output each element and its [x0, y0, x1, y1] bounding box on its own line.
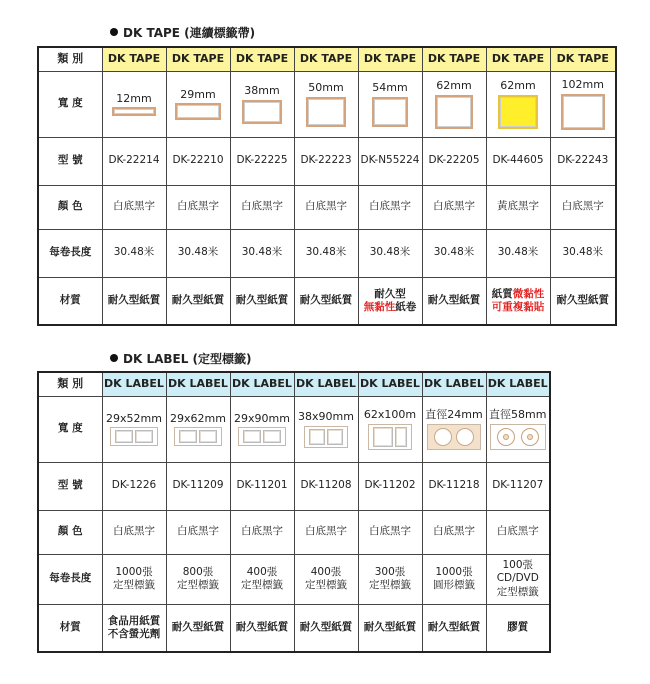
label-category-cell: DK LABEL — [102, 372, 166, 396]
label-row-category — [38, 372, 550, 396]
tape-color-cell: 白底黑字 — [102, 185, 166, 229]
length-line: 定型標籤 — [113, 579, 155, 591]
length-line: 300張 — [374, 565, 406, 578]
label-material-cell: 膠質 — [486, 604, 550, 652]
label-width-value: 62x100m — [363, 408, 417, 422]
label-category-cell: DK LABEL — [230, 372, 294, 396]
label-color-cell: 白底黑字 — [294, 510, 358, 554]
tape-length-cell: 30.48米 — [102, 229, 166, 277]
label-model-cell: DK-11218 — [422, 462, 486, 510]
tape-color-cell: 白底黑字 — [294, 185, 358, 229]
label-spec-table — [37, 371, 551, 653]
row-header-category: 類 別 — [38, 372, 102, 396]
length-line: 1000張 — [115, 565, 153, 578]
row-header-material: 材質 — [38, 604, 102, 652]
tape-model-cell: DK-22214 — [102, 137, 166, 185]
tape-material-cell — [486, 277, 550, 325]
tape-roll-icon — [561, 94, 605, 130]
label-roll-icon — [110, 427, 158, 446]
tape-width-cell — [486, 71, 550, 137]
label-width-cell — [230, 396, 294, 462]
tape-length-cell: 30.48米 — [166, 229, 230, 277]
label-width-value: 直徑58mm — [489, 408, 547, 422]
label-length-cell — [422, 554, 486, 604]
label-row-width — [38, 396, 550, 462]
tape-color-cell: 白底黑字 — [230, 185, 294, 229]
tape-category-cell: DK TAPE — [550, 47, 616, 71]
tape-width-value: 102mm — [561, 78, 604, 92]
tape-spec-table — [37, 46, 617, 326]
length-line: 400張 — [310, 565, 342, 578]
yellow-tape-roll-icon — [498, 95, 538, 129]
label-color-cell: 白底黑字 — [422, 510, 486, 554]
label-model-cell: DK-11208 — [294, 462, 358, 510]
label-material-cell — [102, 604, 166, 652]
label-category-cell: DK LABEL — [166, 372, 230, 396]
material-line — [487, 288, 550, 301]
label-category-cell: DK LABEL — [294, 372, 358, 396]
label-color-cell: 白底黑字 — [102, 510, 166, 554]
length-line: 定型標籤 — [369, 579, 411, 591]
tape-width-value: 38mm — [244, 84, 280, 98]
label-model-cell: DK-11202 — [358, 462, 422, 510]
tape-row-length — [38, 229, 616, 277]
label-material-cell: 耐久型紙質 — [422, 604, 486, 652]
material-highlight-line: 可重複黏貼 — [491, 300, 545, 313]
cd-label-icon — [490, 424, 546, 450]
label-length-cell — [230, 554, 294, 604]
label-category-cell: DK LABEL — [486, 372, 550, 396]
label-category-cell: DK LABEL — [358, 372, 422, 396]
tape-row-category — [38, 47, 616, 71]
material-line: 食品用紙質 — [107, 614, 161, 627]
tape-category-cell: DK TAPE — [102, 47, 166, 71]
tape-length-cell: 30.48米 — [230, 229, 294, 277]
label-roll-icon — [174, 427, 222, 446]
tape-model-cell: DK-22223 — [294, 137, 358, 185]
tape-roll-icon — [175, 103, 221, 120]
row-header-color: 顏 色 — [38, 185, 102, 229]
tape-color-cell: 白底黑字 — [550, 185, 616, 229]
tape-category-cell: DK TAPE — [358, 47, 422, 71]
label-color-cell: 白底黑字 — [166, 510, 230, 554]
tape-material-cell: 耐久型紙質 — [550, 277, 616, 325]
tape-width-value: 62mm — [500, 79, 536, 93]
label-width-cell — [422, 396, 486, 462]
label-width-value: 29x62mm — [170, 411, 226, 425]
tape-width-cell — [230, 71, 294, 137]
bullet-icon — [110, 354, 118, 362]
tape-category-cell: DK TAPE — [166, 47, 230, 71]
tape-width-value: 12mm — [116, 91, 152, 105]
tape-length-cell: 30.48米 — [550, 229, 616, 277]
row-header-model: 型 號 — [38, 137, 102, 185]
row-header-model: 型 號 — [38, 462, 102, 510]
label-length-cell — [102, 554, 166, 604]
tape-model-cell: DK-22205 — [422, 137, 486, 185]
label-length-cell — [166, 554, 230, 604]
tape-row-model — [38, 137, 616, 185]
tape-width-cell — [166, 71, 230, 137]
tape-width-value: 54mm — [372, 81, 408, 95]
round-label-icon — [427, 424, 481, 450]
row-header-width: 寬 度 — [38, 71, 102, 137]
tape-material-cell: 耐久型紙質 — [294, 277, 358, 325]
tape-width-cell — [550, 71, 616, 137]
tape-row-color — [38, 185, 616, 229]
label-color-cell: 白底黑字 — [358, 510, 422, 554]
tape-material-cell: 耐久型紙質 — [422, 277, 486, 325]
tape-model-cell: DK-22225 — [230, 137, 294, 185]
label-width-value: 38x90mm — [298, 410, 354, 424]
tape-section-title: DK TAPE (連續標籤帶) — [110, 24, 255, 41]
label-material-cell: 耐久型紙質 — [358, 604, 422, 652]
tape-roll-icon — [372, 97, 408, 127]
row-header-color: 顏 色 — [38, 510, 102, 554]
label-row-color — [38, 510, 550, 554]
row-header-width: 寬 度 — [38, 396, 102, 462]
row-header-category: 類 別 — [38, 47, 102, 71]
label-color-cell: 白底黑字 — [486, 510, 550, 554]
material-highlight: 無黏性 — [363, 300, 396, 313]
tape-width-cell — [102, 71, 166, 137]
label-width-cell — [166, 396, 230, 462]
label-length-cell — [486, 554, 550, 604]
label-model-cell: DK-1226 — [102, 462, 166, 510]
label-roll-icon — [238, 427, 286, 446]
length-line: 800張 — [182, 565, 214, 578]
tape-length-cell: 30.48米 — [294, 229, 358, 277]
material-line: 不含螢光劑 — [107, 627, 161, 640]
length-line: CD/DVD — [496, 572, 539, 585]
length-line: 定型標籤 — [305, 579, 347, 591]
label-row-material — [38, 604, 550, 652]
tape-color-cell: 黃底黑字 — [486, 185, 550, 229]
tape-category-cell: DK TAPE — [486, 47, 550, 71]
label-material-cell: 耐久型紙質 — [230, 604, 294, 652]
tape-width-value: 29mm — [180, 87, 216, 101]
tape-row-material — [38, 277, 616, 325]
tape-roll-icon — [112, 107, 156, 116]
label-category-cell: DK LABEL — [422, 372, 486, 396]
length-line: 1000張 — [435, 565, 473, 578]
row-header-material: 材質 — [38, 277, 102, 325]
tape-model-cell: DK-44605 — [486, 137, 550, 185]
label-length-cell — [294, 554, 358, 604]
material-prefix: 紙質 — [491, 287, 513, 300]
row-header-length: 每卷長度 — [38, 229, 102, 277]
tape-color-cell: 白底黑字 — [422, 185, 486, 229]
label-length-cell — [358, 554, 422, 604]
tape-row-width — [38, 71, 616, 137]
tape-length-cell: 30.48米 — [486, 229, 550, 277]
length-line: 定型標籤 — [496, 585, 539, 598]
label-width-value: 29x90mm — [234, 411, 290, 425]
tape-roll-icon — [435, 95, 473, 129]
label-roll-icon — [368, 424, 412, 450]
label-width-cell — [358, 396, 422, 462]
material-highlight: 微黏性 — [512, 287, 545, 300]
tape-color-cell: 白底黑字 — [358, 185, 422, 229]
label-width-value: 直徑24mm — [425, 408, 483, 422]
tape-model-cell: DK-22210 — [166, 137, 230, 185]
tape-material-cell: 耐久型紙質 — [166, 277, 230, 325]
label-model-cell: DK-11207 — [486, 462, 550, 510]
tape-width-cell — [294, 71, 358, 137]
tape-width-value: 50mm — [308, 81, 344, 95]
tape-category-cell: DK TAPE — [294, 47, 358, 71]
length-line: 定型標籤 — [241, 579, 283, 591]
material-line — [359, 301, 422, 314]
tape-material-cell: 耐久型紙質 — [230, 277, 294, 325]
tape-roll-icon — [242, 100, 282, 124]
tape-length-cell: 30.48米 — [422, 229, 486, 277]
label-width-cell — [102, 396, 166, 462]
label-width-cell — [486, 396, 550, 462]
length-line: 定型標籤 — [177, 579, 219, 591]
length-line: 400張 — [246, 565, 278, 578]
label-color-cell: 白底黑字 — [230, 510, 294, 554]
label-section-title: DK LABEL (定型標籤) — [110, 350, 252, 367]
label-width-value: 29x52mm — [106, 411, 162, 425]
tape-color-cell: 白底黑字 — [166, 185, 230, 229]
label-material-cell: 耐久型紙質 — [294, 604, 358, 652]
tape-width-cell — [422, 71, 486, 137]
tape-length-cell: 30.48米 — [358, 229, 422, 277]
material-suffix: 紙卷 — [395, 300, 417, 313]
row-header-length: 每卷長度 — [38, 554, 102, 604]
label-material-cell: 耐久型紙質 — [166, 604, 230, 652]
tape-category-cell: DK TAPE — [230, 47, 294, 71]
length-line: 100張 — [502, 559, 534, 572]
tape-width-cell — [358, 71, 422, 137]
label-roll-icon — [304, 426, 348, 448]
label-model-cell: DK-11209 — [166, 462, 230, 510]
bullet-icon — [110, 28, 118, 36]
length-line: 圓形標籤 — [433, 579, 475, 591]
tape-category-cell: DK TAPE — [422, 47, 486, 71]
tape-width-value: 62mm — [436, 79, 472, 93]
label-model-cell: DK-11201 — [230, 462, 294, 510]
tape-material-cell — [358, 277, 422, 325]
label-row-model — [38, 462, 550, 510]
tape-model-cell: DK-22243 — [550, 137, 616, 185]
tape-roll-icon — [306, 97, 346, 127]
tape-model-cell: DK-N55224 — [358, 137, 422, 185]
label-row-length — [38, 554, 550, 604]
label-width-cell — [294, 396, 358, 462]
tape-material-cell: 耐久型紙質 — [102, 277, 166, 325]
material-line: 耐久型 — [374, 287, 406, 300]
